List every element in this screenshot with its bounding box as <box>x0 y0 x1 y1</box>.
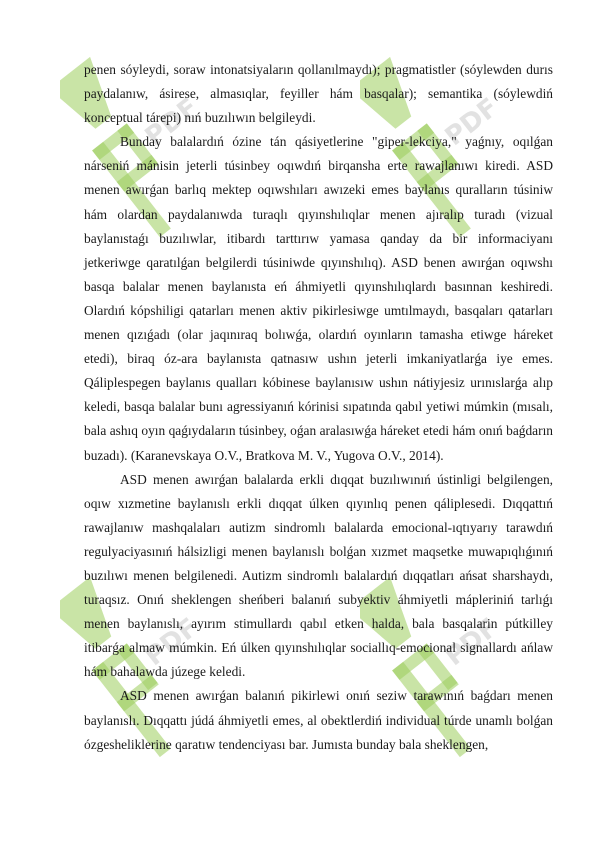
svg-text:PDF: PDF <box>439 612 505 673</box>
paragraph-continuation: penen sóyleydi, soraw intonatsiyaların qollanılmaydı); pragmatistler (sóylewden durıs paydalanıw, ásirese, almasıqlar, feyiller hám basqalar); semantika (sóylewdiń konceptual tárepi) nıń buzılıwın belgileydi. <box>84 62 553 126</box>
svg-text:PDF: PDF <box>439 92 505 153</box>
svg-text:PDF: PDF <box>139 92 205 153</box>
paragraph: ASD menen awırǵan balanıń pikirlewi onıń seziw tarawınıń baǵdarı menen baylanıslı. Dıqqattı júdá áhmiyetli emes, al obektlerdiń individual túrde unamlı bolǵan ózgesheliklerine qaratıw tendenciyası bar. Jumısta bunday bala sheklengen, <box>84 688 553 752</box>
paragraph: Bunday balalardıń ózine tán qásiyetlerine "giper-lekciya," yaǵnıy, oqılǵan nárseniń mánisin jeterli túsinbey oqıwdıń birqansha erte rawajlanıwı kiredi. ASD menen awırǵan barlıq mektep oqıwshıları awızeki emes baylanıs quralların túsiniw hám olardan paydalanıwda turaqlı qıyınshılıqlar menen ajıralıp turadı (vizual baylanıstaǵı buzılıwlar, itibardı tarttırıw yamasa qanday da bir informaciyanı jetkeriwge qaratılǵan belgilerdi túsiniwde qıyınshılıq). ASD benen awırǵan oqıwshı basqa balalar menen baylanısta eń áhmiyetli qıyınshılıqlardı basınnan keshiredi. Olardıń kópshiligi qatarları menen aktiv pikirlesiwge umtılmaydı, basqaları qatarları menen qızıǵadı (olar jaqınıraq bolıwǵa, olardıń oyınların tamasha etiwge háreket etedi), biraq óz-ara baylanısta qatnasıw ushın jeterli imkaniyatlarǵa iye emes. Qáliplespegen baylanıs qualları kóbinese baylanısıw ushın nátiyjesiz urınıslarǵa alıp keledi, basqa balalar bunı agressiyanıń kórinisi sıpatında qabıl yetiwi múmkin (mısalı, bala ashıq oyın qaǵıydaların túsinbey, oǵan aralasıwǵa háreket etedi hám onıń baǵdarın buzadı). (Karanevskaya O.V., Bratkova M. V., Yugova O.V., 2014). <box>84 134 553 463</box>
svg-text:PDF: PDF <box>139 612 205 673</box>
paragraph: ASD menen awırǵan balalarda erkli dıqqat buzılıwınıń ústinligi belgilengen, oqıw xızmetine baylanıslı erkli dıqqat úlken qıyınlıq penen qáliplesedi. Dıqqattıń rawajlanıw mashqalaları autizm sindromlı balalarda emocional-ıqtıyarıy tarawdıń regulyaciyasınıń hálsizligi menen baylanıslı bolǵan xızmet maqsetke muwapıqlıǵınıń buzılıwı menen belgilenedi. Autizm sindromlı balalardıń dıqqatları ańsat sharshaydı, turaqsız. Onıń sheklengen sheńberi balanıń subyektiv áhmiyetli mápleriniń tarlıǵı menen baylanıslı, ayırım stimullardı qabıl etken halda, bala basqalarin pútkilley itibarǵa almaw múmkin. Eń úlken qıyınshılıqlar sociallıq-emocional signallardı ańlaw hám bahalawda júzege keledi. <box>84 471 553 680</box>
document-body <box>84 58 553 757</box>
